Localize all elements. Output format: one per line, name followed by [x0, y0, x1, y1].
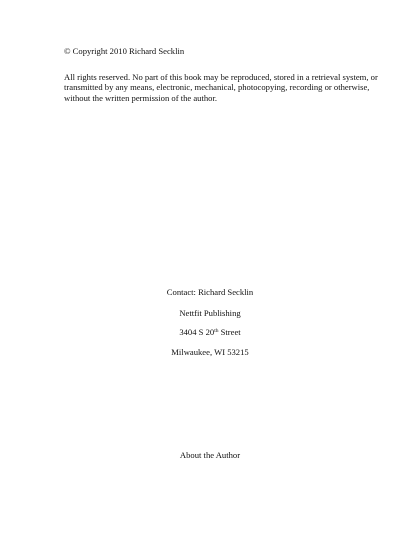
street-ordinal-suffix: th: [214, 328, 219, 334]
rights-paragraph: [64, 72, 378, 103]
rights-line-2: transmitted by any means, electronic, mechanical, photocopying, recording or otherwise,: [64, 82, 370, 93]
street-address: [0, 327, 420, 337]
copyright-notice: © Copyright 2010 Richard Secklin: [64, 46, 185, 56]
city-state-zip: Milwaukee, WI 53215: [171, 347, 249, 357]
street-name: Street: [218, 327, 241, 337]
rights-line-3: without the written permission of the author.: [64, 92, 217, 103]
contact-name: Contact: Richard Secklin: [166, 287, 254, 297]
rights-line-1: All rights reserved. No part of this book may be reproduced, stored in a retrieval system, or: [64, 72, 378, 82]
street-number: 3404 S 20: [179, 327, 215, 337]
about-author-heading: About the Author: [179, 450, 241, 460]
publisher-name: Nettfit Publishing: [179, 308, 241, 318]
